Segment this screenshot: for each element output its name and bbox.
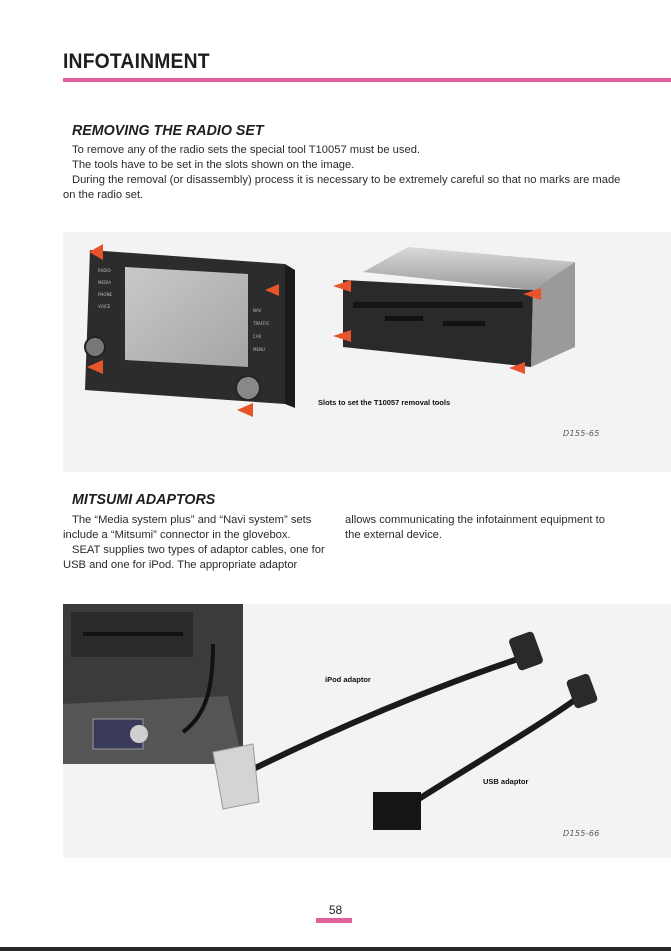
section2-paragraph: SEAT supplies two types of adaptor cables, one for USB and one for iPod. The appropriate adaptor <box>63 544 325 571</box>
figure1-callout: Slots to set the T10057 removal tools <box>318 398 451 407</box>
page-number-accent <box>316 918 352 923</box>
figure-radio-removal <box>63 232 671 472</box>
section1-paragraph: During the removal (or disassembly) process it is necessary to be extremely careful so that no marks are made on the radio set. <box>63 174 621 201</box>
section-title-mitsumi: MITSUMI ADAPTORS <box>72 491 216 508</box>
page-number: 58 <box>328 903 343 917</box>
usb-adaptor-cable <box>373 673 598 830</box>
section1-paragraph: To remove any of the radio sets the special tool T10057 must be used. <box>72 144 421 156</box>
radio-unit-front <box>85 250 295 408</box>
usb-adaptor-label: USB adaptor <box>483 777 529 786</box>
section1-body <box>63 143 623 203</box>
slot-arrow <box>333 330 351 342</box>
glovebox-photo <box>63 604 243 764</box>
adaptor-cables-illustration <box>63 604 671 858</box>
radio-button-label: MENU <box>253 347 265 352</box>
radio-button-label: VOICE <box>98 304 111 309</box>
section2-paragraph: allows communicating the infotainment equipment to the external device. <box>345 514 605 541</box>
radio-chassis-unit <box>343 247 575 367</box>
radio-button-label: MEDIA <box>98 280 111 285</box>
section2-column-left <box>63 513 333 573</box>
figure-mitsumi-adaptors <box>63 604 671 858</box>
slot-arrow <box>237 403 253 417</box>
radio-button-label: NAV <box>253 308 262 313</box>
slot-arrow <box>333 280 351 292</box>
section2-paragraph: The “Media system plus” and “Navi system” sets include a “Mitsumi” connector in the glovebox. <box>63 514 312 541</box>
ipod-adaptor-label: iPod adaptor <box>325 675 371 684</box>
section2-column-right <box>345 513 617 543</box>
radio-button-label: CAR <box>253 334 262 339</box>
figure1-code: D155-65 <box>563 429 600 438</box>
radio-button-label: TRAFFIC <box>253 321 270 326</box>
section1-paragraph: The tools have to be set in the slots shown on the image. <box>72 159 355 171</box>
bottom-border <box>0 947 671 951</box>
header-accent-rule <box>63 78 671 82</box>
figure2-code: D155-66 <box>563 829 600 838</box>
radio-button-label: PHONE <box>98 292 113 297</box>
section-title-removing-radio: REMOVING THE RADIO SET <box>72 122 264 139</box>
radio-button-label: RADIO <box>98 268 111 273</box>
page-header-title: INFOTAINMENT <box>63 50 210 73</box>
